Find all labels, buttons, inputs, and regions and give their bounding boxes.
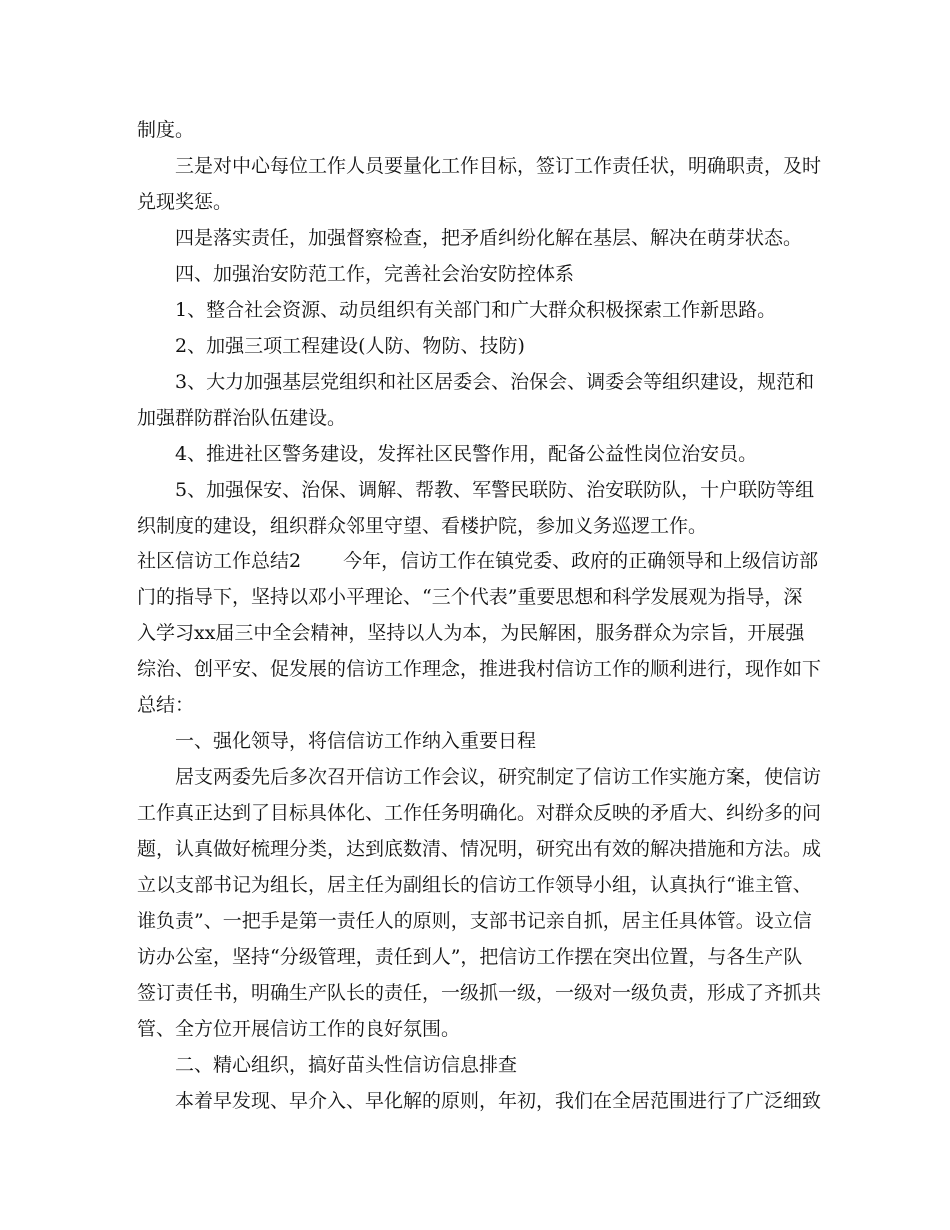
text-line: 谁负责”、一把手是第一责任人的原则，支部书记亲自抓，居主任具体管。设立信	[137, 910, 812, 932]
text-line: 立以支部书记为组长，居主任为副组长的信访工作领导小组，认真执行“谁主管、	[137, 874, 812, 896]
text-line: 签订责任书，明确生产队长的责任，一级抓一级，一级对一级负责，形成了齐抓共	[137, 982, 822, 1004]
text-line: 总结：	[137, 694, 195, 716]
section-heading: 四、加强治安防范工作，完善社会治安防控体系	[175, 263, 575, 285]
text-line: 4、推进社区警务建设，发挥社区民警作用，配备公益性岗位治安员。	[175, 443, 758, 465]
text-line: 访办公室，坚持“分级管理，责任到人”，把信访工作摆在突出位置，与各生产队	[137, 946, 803, 968]
text-line: 2、加强三项工程建设(人防、物防、技防)	[175, 335, 525, 357]
text-line: 门的指导下，坚持以邓小平理论、“三个代表”重要思想和科学发展观为指导，深	[137, 586, 803, 608]
text-line: 5、加强保安、治保、调解、帮教、军警民联防、治安联防队，十户联防等组	[175, 479, 815, 501]
text-line: 题，认真做好梳理分类，达到底数清、情况明，研究出有效的解决措施和方法。成	[137, 838, 822, 860]
text-line: 加强群防群治队伍建设。	[137, 407, 347, 429]
section-title-line	[137, 543, 817, 579]
text-line: 1、整合社会资源、动员组织有关部门和广大群众积极探索工作新思路。	[175, 299, 777, 321]
text-line: 三是对中心每位工作人员要量化工作目标，签订工作责任状，明确职责，及时	[175, 155, 822, 177]
text-line: 入学习xx届三中全会精神，坚持以人为本，为民解困，服务群众为宗旨，开展强	[137, 622, 805, 644]
text-line: 织制度的建设，组织群众邻里守望、看楼护院，参加义务巡逻工作。	[137, 515, 708, 537]
text-line: 制度。	[137, 119, 195, 141]
section-intro: 今年，信访工作在镇党委、政府的正确领导和上级信访部	[343, 550, 819, 572]
section-title: 社区信访工作总结2	[137, 550, 302, 572]
text-line: 3、大力加强基层党组织和社区居委会、治保会、调委会等组织建设，规范和	[175, 371, 815, 393]
text-line: 兑现奖惩。	[137, 191, 233, 213]
section-heading: 二、精心组织，搞好苗头性信访信息排查	[175, 1054, 518, 1076]
section-heading: 一、强化领导，将信信访工作纳入重要日程	[175, 730, 537, 752]
text-line: 综治、创平安、促发展的信访工作理念，推进我村信访工作的顺利进行，现作如下	[137, 658, 822, 680]
text-line: 管、全方位开展信访工作的良好氛围。	[137, 1018, 461, 1040]
text-line: 工作真正达到了目标具体化、工作任务明确化。对群众反映的矛盾大、纠纷多的问	[137, 802, 822, 824]
text-line: 本着早发现、早介入、早化解的原则，年初，我们在全居范围进行了广泛细致	[175, 1090, 822, 1112]
text-line: 四是落实责任，加强督察检查，把矛盾纠纷化解在基层、解决在萌芽状态。	[175, 227, 803, 249]
text-line: 居支两委先后多次召开信访工作会议，研究制定了信访工作实施方案，使信访	[175, 766, 822, 788]
